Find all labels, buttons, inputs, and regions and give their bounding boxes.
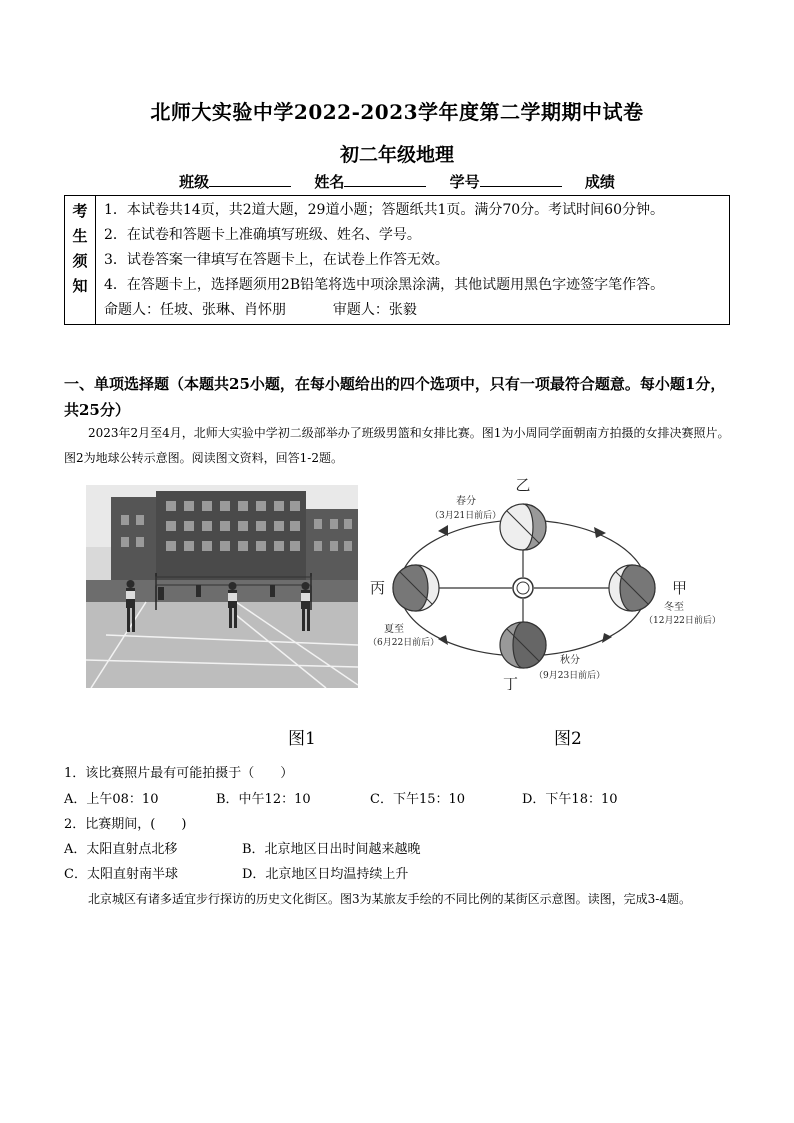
name-blank[interactable] [344, 172, 426, 187]
student-id-blank[interactable] [480, 172, 562, 187]
figure2-caption: 图2 [554, 729, 582, 749]
class-label: 班级 [179, 173, 210, 191]
question-2-stem: 2．比赛期间，( ) [64, 817, 187, 832]
q2-option-c[interactable]: C．太阳直射南半球 [64, 867, 178, 882]
label-jia: 甲 [672, 579, 688, 597]
notice-side-label: 考 生 须 知 [65, 196, 96, 325]
q1-option-c[interactable]: C．下午15：10 [370, 792, 466, 807]
notice-item: 4．在答题卡上，选择题须用2B铅笔将选中项涂黑涂满，其他试题用黑色字迹签字笔作答。 [104, 277, 665, 293]
section-heading: 一、单项选择题（本题共25小题，在每小题给出的四个选项中，只有一项最符合题意。每小题1分，共25分） [64, 375, 726, 419]
volleyball-photo [86, 485, 358, 688]
notice-body [96, 196, 730, 325]
label-winter-date: （12月22日前后） [644, 616, 721, 626]
label-summer: 夏至 [384, 624, 404, 635]
q2-option-b[interactable]: B．北京地区日出时间越来越晚 [242, 842, 421, 857]
label-spring: 春分 [456, 496, 476, 507]
q1-option-a[interactable]: A．上午08：10 [64, 792, 159, 807]
name-label: 姓名 [314, 173, 345, 191]
label-autumn-date: （9月23日前后） [534, 671, 606, 681]
figure1-caption: 图1 [288, 729, 316, 749]
passage-questions-3-4: 北京城区有诸多适宜步行探访的历史文化街区。图3为某旅友手绘的不同比例的某街区示意图。读图，完成3-4题。 [88, 892, 691, 906]
score-label: 成绩 [584, 173, 615, 191]
exam-subtitle: 初二年级地理 [339, 144, 454, 166]
label-autumn: 秋分 [560, 655, 580, 666]
label-yi: 乙 [515, 476, 531, 494]
student-id-label: 学号 [449, 173, 480, 191]
q1-option-b[interactable]: B．中午12：10 [216, 792, 311, 807]
label-spring-date: （3月21日前后） [430, 511, 502, 521]
q2-option-d[interactable]: D．北京地区日均温持续上升 [242, 867, 409, 882]
label-summer-date: （6月22日前后） [368, 638, 440, 648]
label-ding: 丁 [503, 675, 519, 690]
q2-option-a[interactable]: A．太阳直射点北移 [64, 842, 178, 857]
reviewer: 审题人：张毅 [332, 302, 417, 318]
notice-item: 1．本试卷共14页，共2道大题，29道小题；答题纸共1页。满分70分。考试时间60分钟。 [104, 202, 664, 218]
label-bing: 丙 [370, 579, 386, 597]
section-intro: 2023年2月至4月，北师大实验中学初二级部举办了班级男篮和女排比赛。图1为小周同学面朝南方拍摄的女排决赛照片。图2为地球公转示意图。阅读图文资料，回答1-2题。 [64, 426, 730, 465]
exam-title: 北师大实验中学2022-2023学年度第二学期期中试卷 [150, 100, 644, 124]
earth-revolution-diagram [366, 475, 738, 690]
label-winter: 冬至 [664, 602, 684, 613]
authors: 命题人：任坡、张琳、肖怀朋 [104, 302, 286, 318]
q1-option-d[interactable]: D．下午18：10 [522, 792, 618, 807]
notice-item: 2．在试卷和答题卡上准确填写班级、姓名、学号。 [104, 227, 421, 243]
student-info-row [0, 171, 794, 192]
class-blank[interactable] [209, 172, 291, 187]
question-1-stem: 1．该比赛照片最有可能拍摄于（ ） [64, 766, 294, 781]
notice-authors-row [104, 298, 723, 323]
exam-notice-box [64, 195, 730, 325]
notice-item: 3．试卷答案一律填写在答题卡上，在试卷上作答无效。 [104, 252, 449, 268]
